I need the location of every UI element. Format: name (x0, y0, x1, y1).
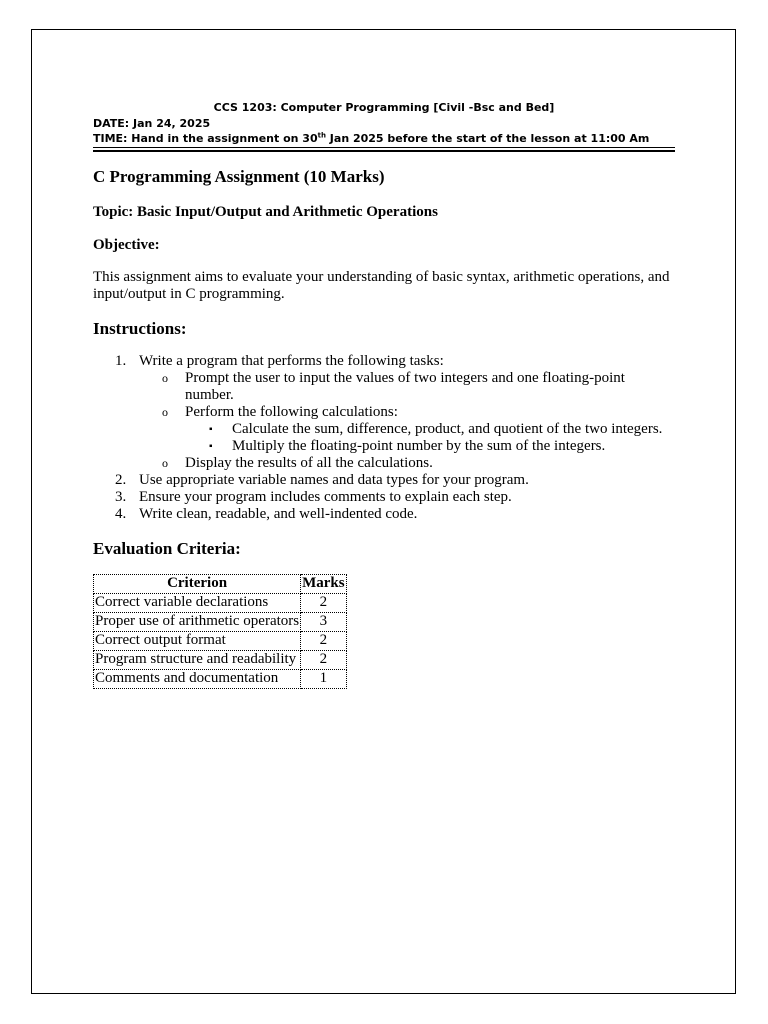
item-text: Ensure your program includes comments to explain each step. (139, 489, 512, 505)
column-header-criterion: Criterion (94, 575, 301, 594)
assignment-title: C Programming Assignment (10 Marks) (93, 167, 385, 186)
item-number: 3. (115, 489, 127, 505)
table-row (94, 670, 347, 689)
item-number: 4. (115, 506, 127, 522)
table-row (94, 632, 347, 651)
sub-list-item (93, 370, 675, 404)
instructions-list (93, 353, 675, 523)
column-header-marks: Marks (301, 575, 347, 594)
sub-list-item (93, 404, 675, 421)
time-suffix: Jan 2025 before the start of the lesson at 11:00 Am (325, 132, 650, 145)
time-prefix: TIME: Hand in the assignment on 30 (93, 132, 318, 145)
item-text: Write clean, readable, and well-indented code. (139, 506, 418, 522)
table-header-row (94, 575, 347, 594)
time-line (93, 131, 675, 146)
evaluation-heading: Evaluation Criteria: (93, 539, 241, 558)
circle-bullet-icon: o (162, 456, 168, 470)
sub-sub-list-item (93, 421, 675, 438)
table-row (94, 613, 347, 632)
instructions-heading: Instructions: (93, 319, 187, 338)
item-text: Calculate the sum, difference, product, and quotient of the two integers. (232, 421, 663, 437)
list-item (93, 472, 675, 489)
item-text: Write a program that performs the following tasks: (139, 353, 444, 369)
item-text: Display the results of all the calculations. (185, 455, 433, 471)
criterion-cell: Correct output format (94, 632, 301, 651)
square-bullet-icon: ▪ (209, 441, 213, 452)
list-item (93, 489, 675, 506)
document-body (93, 166, 675, 689)
marks-cell: 3 (301, 613, 347, 632)
date-line: DATE: Jan 24, 2025 (93, 117, 211, 130)
list-item (93, 506, 675, 523)
header-rule-thin (93, 147, 675, 148)
marks-cell: 2 (301, 651, 347, 670)
item-text: Prompt the user to input the values of two integers and one floating-point number. (185, 370, 625, 403)
sub-sub-list-item (93, 438, 675, 455)
item-number: 1. (115, 353, 127, 369)
document-header (93, 100, 675, 146)
marks-cell: 2 (301, 594, 347, 613)
square-bullet-icon: ▪ (209, 424, 213, 435)
criteria-table (93, 574, 347, 689)
table-row (94, 594, 347, 613)
criterion-cell: Comments and documentation (94, 670, 301, 689)
topic-heading: Topic: Basic Input/Output and Arithmetic Operations (93, 204, 438, 220)
sub-list-item (93, 455, 675, 472)
marks-cell: 2 (301, 632, 347, 651)
criterion-cell: Proper use of arithmetic operators (94, 613, 301, 632)
marks-cell: 1 (301, 670, 347, 689)
circle-bullet-icon: o (162, 371, 168, 385)
header-rule-thick (93, 150, 675, 152)
objective-paragraph: This assignment aims to evaluate your understanding of basic syntax, arithmetic operations, and input/output in C programming. (93, 269, 670, 302)
objective-heading: Objective: (93, 237, 160, 253)
item-text: Perform the following calculations: (185, 404, 398, 420)
item-number: 2. (115, 472, 127, 488)
item-text: Use appropriate variable names and data types for your program. (139, 472, 529, 488)
course-title: CCS 1203: Computer Programming [Civil -Bsc and Bed] (213, 101, 555, 114)
list-item (93, 353, 675, 370)
time-superscript: th (317, 131, 326, 140)
criterion-cell: Correct variable declarations (94, 594, 301, 613)
criterion-cell: Program structure and readability (94, 651, 301, 670)
table-row (94, 651, 347, 670)
circle-bullet-icon: o (162, 405, 168, 419)
item-text: Multiply the floating-point number by the sum of the integers. (232, 438, 606, 454)
